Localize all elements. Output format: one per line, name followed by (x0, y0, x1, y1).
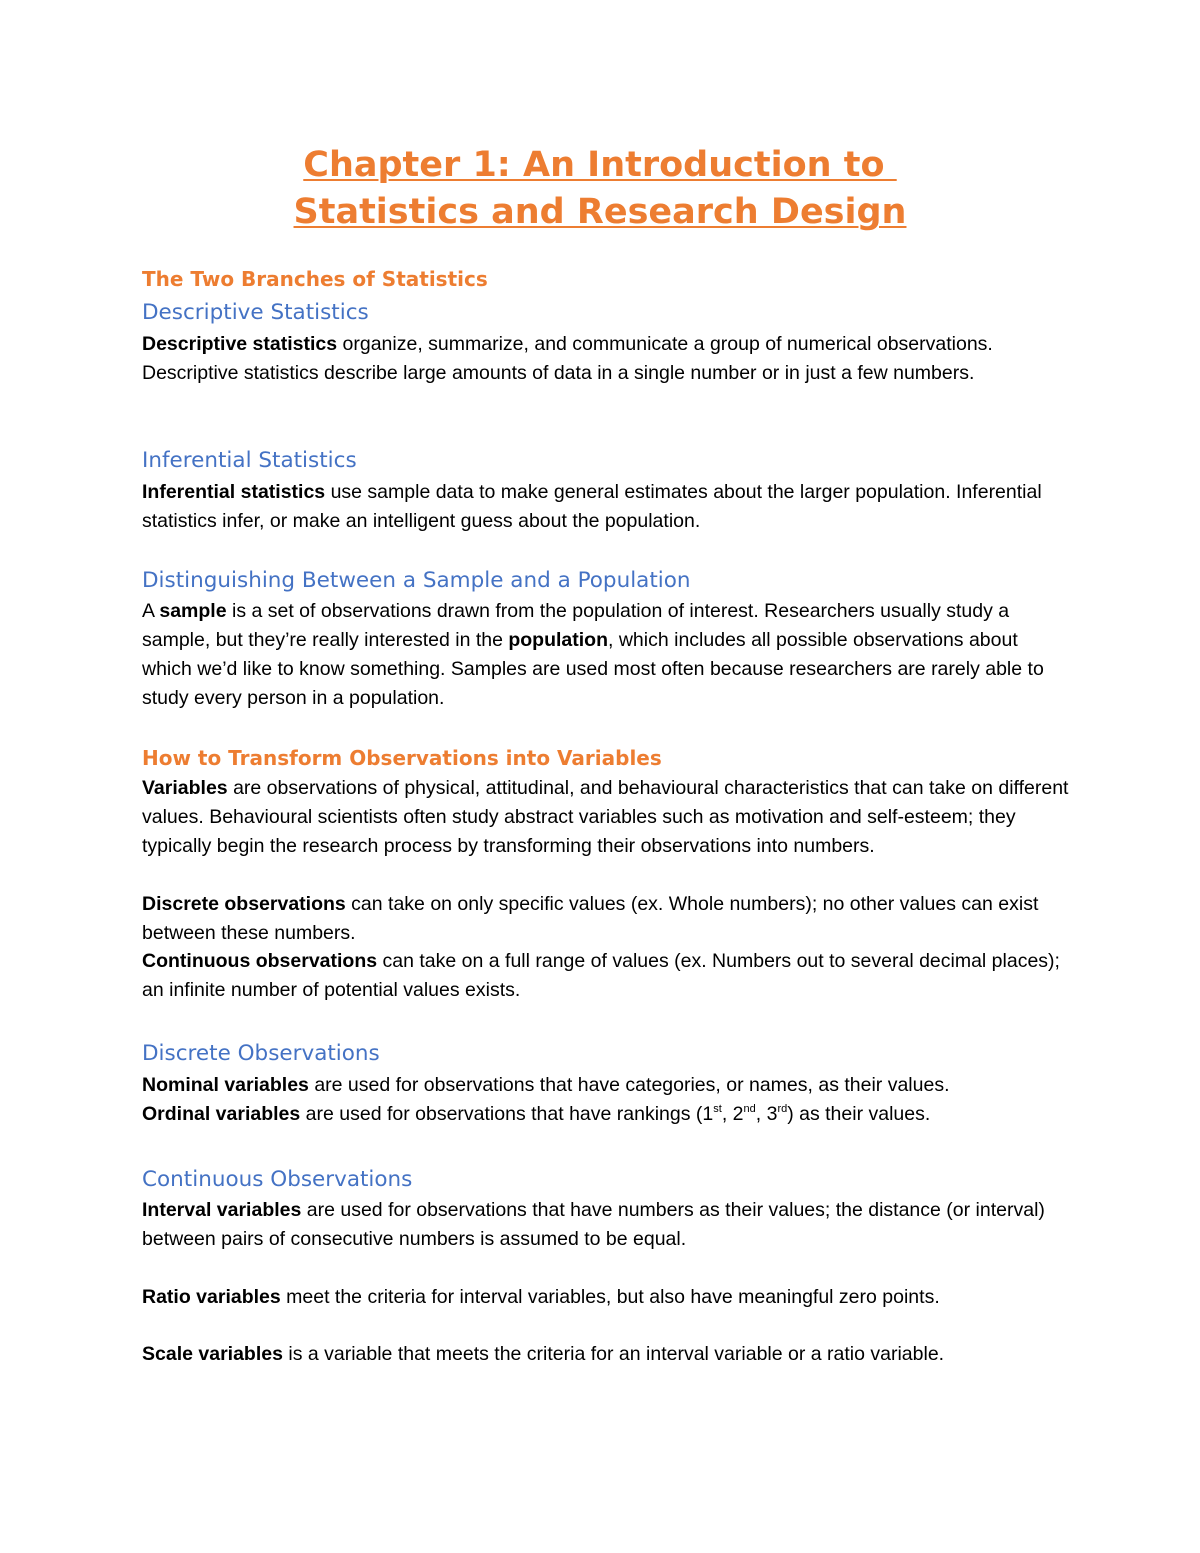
scale-text: is a variable that meets the criteria for an interval variable or a ratio variable. (282, 1343, 945, 1365)
sample-mid-text: is a set of observations drawn from the population of interest. Researchers usually study a sample, but they’re really interested in the (142, 600, 1010, 651)
heading-transform-observations: How to Transform Observations into Variables (142, 746, 662, 770)
interval-text: are used for observations that have numbers as their values; the distance (or interval) between pairs of consecutive numbers is assumed to be equal. (142, 1199, 1045, 1250)
ordinal-text-a: are used for observations that have rankings (1 (300, 1103, 714, 1125)
term-scale-variables: Scale variables (142, 1343, 283, 1365)
term-descriptive-statistics: Descriptive statistics (142, 333, 338, 355)
heading-continuous-observations: Continuous Observations (142, 1167, 413, 1192)
term-variables: Variables (142, 777, 228, 799)
paragraph-discrete-observations (142, 890, 1072, 948)
superscript-rd: rd (777, 1103, 788, 1115)
continuous-text: can take on a full range of values (ex. Numbers out to several decimal places); an infinite number of potential values exists. (142, 950, 1060, 1001)
paragraph-continuous-observations (142, 947, 1072, 1005)
ordinal-text-c: , 3 (755, 1103, 778, 1125)
descriptive-text: organize, summarize, and communicate a group of numerical observations. Descriptive statistics describe large amounts of data in a single number or in just a few numbers. (142, 333, 993, 384)
ordinal-text-d: ) as their values. (787, 1103, 931, 1125)
term-ratio-variables: Ratio variables (142, 1286, 281, 1308)
inferential-text: use sample data to make general estimates about the larger population. Inferential statistics infer, or make an intelligent guess about the population. (142, 481, 1042, 532)
term-ordinal-variables: Ordinal variables (142, 1103, 301, 1125)
heading-discrete-observations: Discrete Observations (142, 1041, 380, 1066)
paragraph-ratio (142, 1283, 1072, 1312)
title-line-1: Chapter 1: An Introduction to (303, 145, 897, 185)
nominal-text: are used for observations that have categories, or names, as their values. (308, 1074, 950, 1096)
superscript-nd: nd (743, 1103, 756, 1115)
paragraph-variables (142, 774, 1072, 861)
superscript-st: st (713, 1103, 722, 1115)
term-interval-variables: Interval variables (142, 1199, 302, 1221)
paragraph-descriptive (142, 330, 1072, 388)
paragraph-sample-population (142, 597, 1072, 713)
paragraph-interval (142, 1196, 1072, 1254)
paragraph-nominal (142, 1071, 1072, 1100)
heading-descriptive-statistics: Descriptive Statistics (142, 300, 369, 325)
variables-text: are observations of physical, attitudinal, and behavioural characteristics that can take on different values. Behavioural scientists often study abstract variables such as motivation and self-esteem; they typically begin the research process by transforming their observations into numbers. (142, 777, 1069, 857)
discrete-text: can take on only specific values (ex. Whole numbers); no other values can exist between these numbers. (142, 893, 1039, 944)
page-title (0, 142, 1200, 236)
paragraph-scale (142, 1340, 1072, 1369)
sample-post-text: , which includes all possible observations about which we’d like to know something. Samples are used most often because researchers are rarely able to study every person in a population. (142, 629, 1044, 709)
term-nominal-variables: Nominal variables (142, 1074, 309, 1096)
heading-sample-population: Distinguishing Between a Sample and a Population (142, 568, 691, 593)
paragraph-ordinal (142, 1100, 1072, 1129)
term-continuous-observations: Continuous observations (142, 950, 378, 972)
paragraph-inferential (142, 478, 1072, 536)
ratio-text: meet the criteria for interval variables, but also have meaningful zero points. (280, 1286, 940, 1308)
title-line-2: Statistics and Research Design (293, 192, 907, 232)
heading-two-branches: The Two Branches of Statistics (142, 267, 488, 291)
term-inferential-statistics: Inferential statistics (142, 481, 326, 503)
term-sample: sample (159, 600, 227, 622)
ordinal-text-b: , 2 (721, 1103, 744, 1125)
term-population: population (508, 629, 609, 651)
heading-inferential-statistics: Inferential Statistics (142, 448, 357, 473)
sample-pre-text: A (142, 600, 160, 622)
term-discrete-observations: Discrete observations (142, 893, 346, 915)
